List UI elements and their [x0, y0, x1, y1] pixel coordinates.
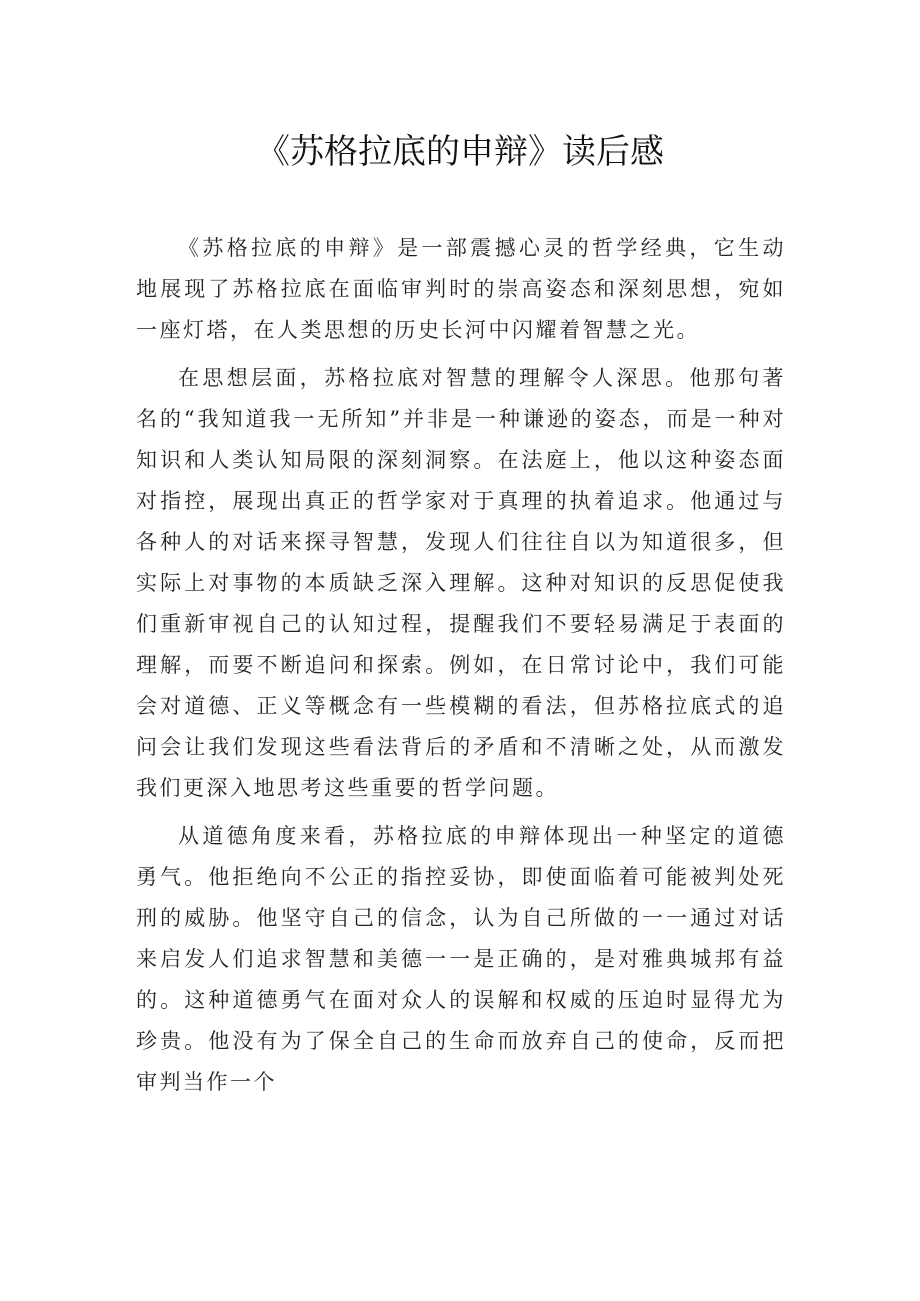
paragraph-thought: 在思想层面，苏格拉底对智慧的理解令人深思。他那句著名的“我知道我一无所知”并非是一种谦逊的姿态，而是一种对知识和人类认知局限的深刻洞察。在法庭上，他以这种姿态面对指控，展现出真正的哲学家对于真理的执着追求。他通过与各种人的对话来探寻智慧，发现人们往往自以为知道很多，但实际上对事物的本质缺乏深入理解。这种对知识的反思促使我们重新审视自己的认知过程，提醒我们不要轻易满足于表面的理解，而要不断追问和探索。例如，在日常讨论中，我们可能会对道德、正义等概念有一些模糊的看法，但苏格拉底式的追问会让我们发现这些看法背后的矛盾和不清晰之处，从而激发我们更深入地思考这些重要的哲学问题。 — [136, 366, 786, 800]
document-body — [136, 228, 786, 1110]
paragraph-morality: 从道德角度来看，苏格拉底的申辩体现出一种坚定的道德勇气。他拒绝向不公正的指控妥协，即使面临着可能被判处死刑的威胁。他坚守自己的信念，认为自己所做的一一通过对话来启发人们追求智慧和美德一一是正确的，是对雅典城邦有益的。这种道德勇气在面对众人的误解和权威的压迫时显得尤为珍贵。他没有为了保全自己的生命而放弃自己的使命，反而把审判当作一个 — [136, 824, 786, 1094]
document-title: 《苏格拉底的申辩》读后感 — [256, 132, 664, 172]
paragraph-intro: 《苏格拉底的申辩》是一部震撼心灵的哲学经典，它生动地展现了苏格拉底在面临审判时的崇高姿态和深刻思想，宛如一座灯塔，在人类思想的历史长河中闪耀着智慧之光。 — [136, 236, 786, 342]
